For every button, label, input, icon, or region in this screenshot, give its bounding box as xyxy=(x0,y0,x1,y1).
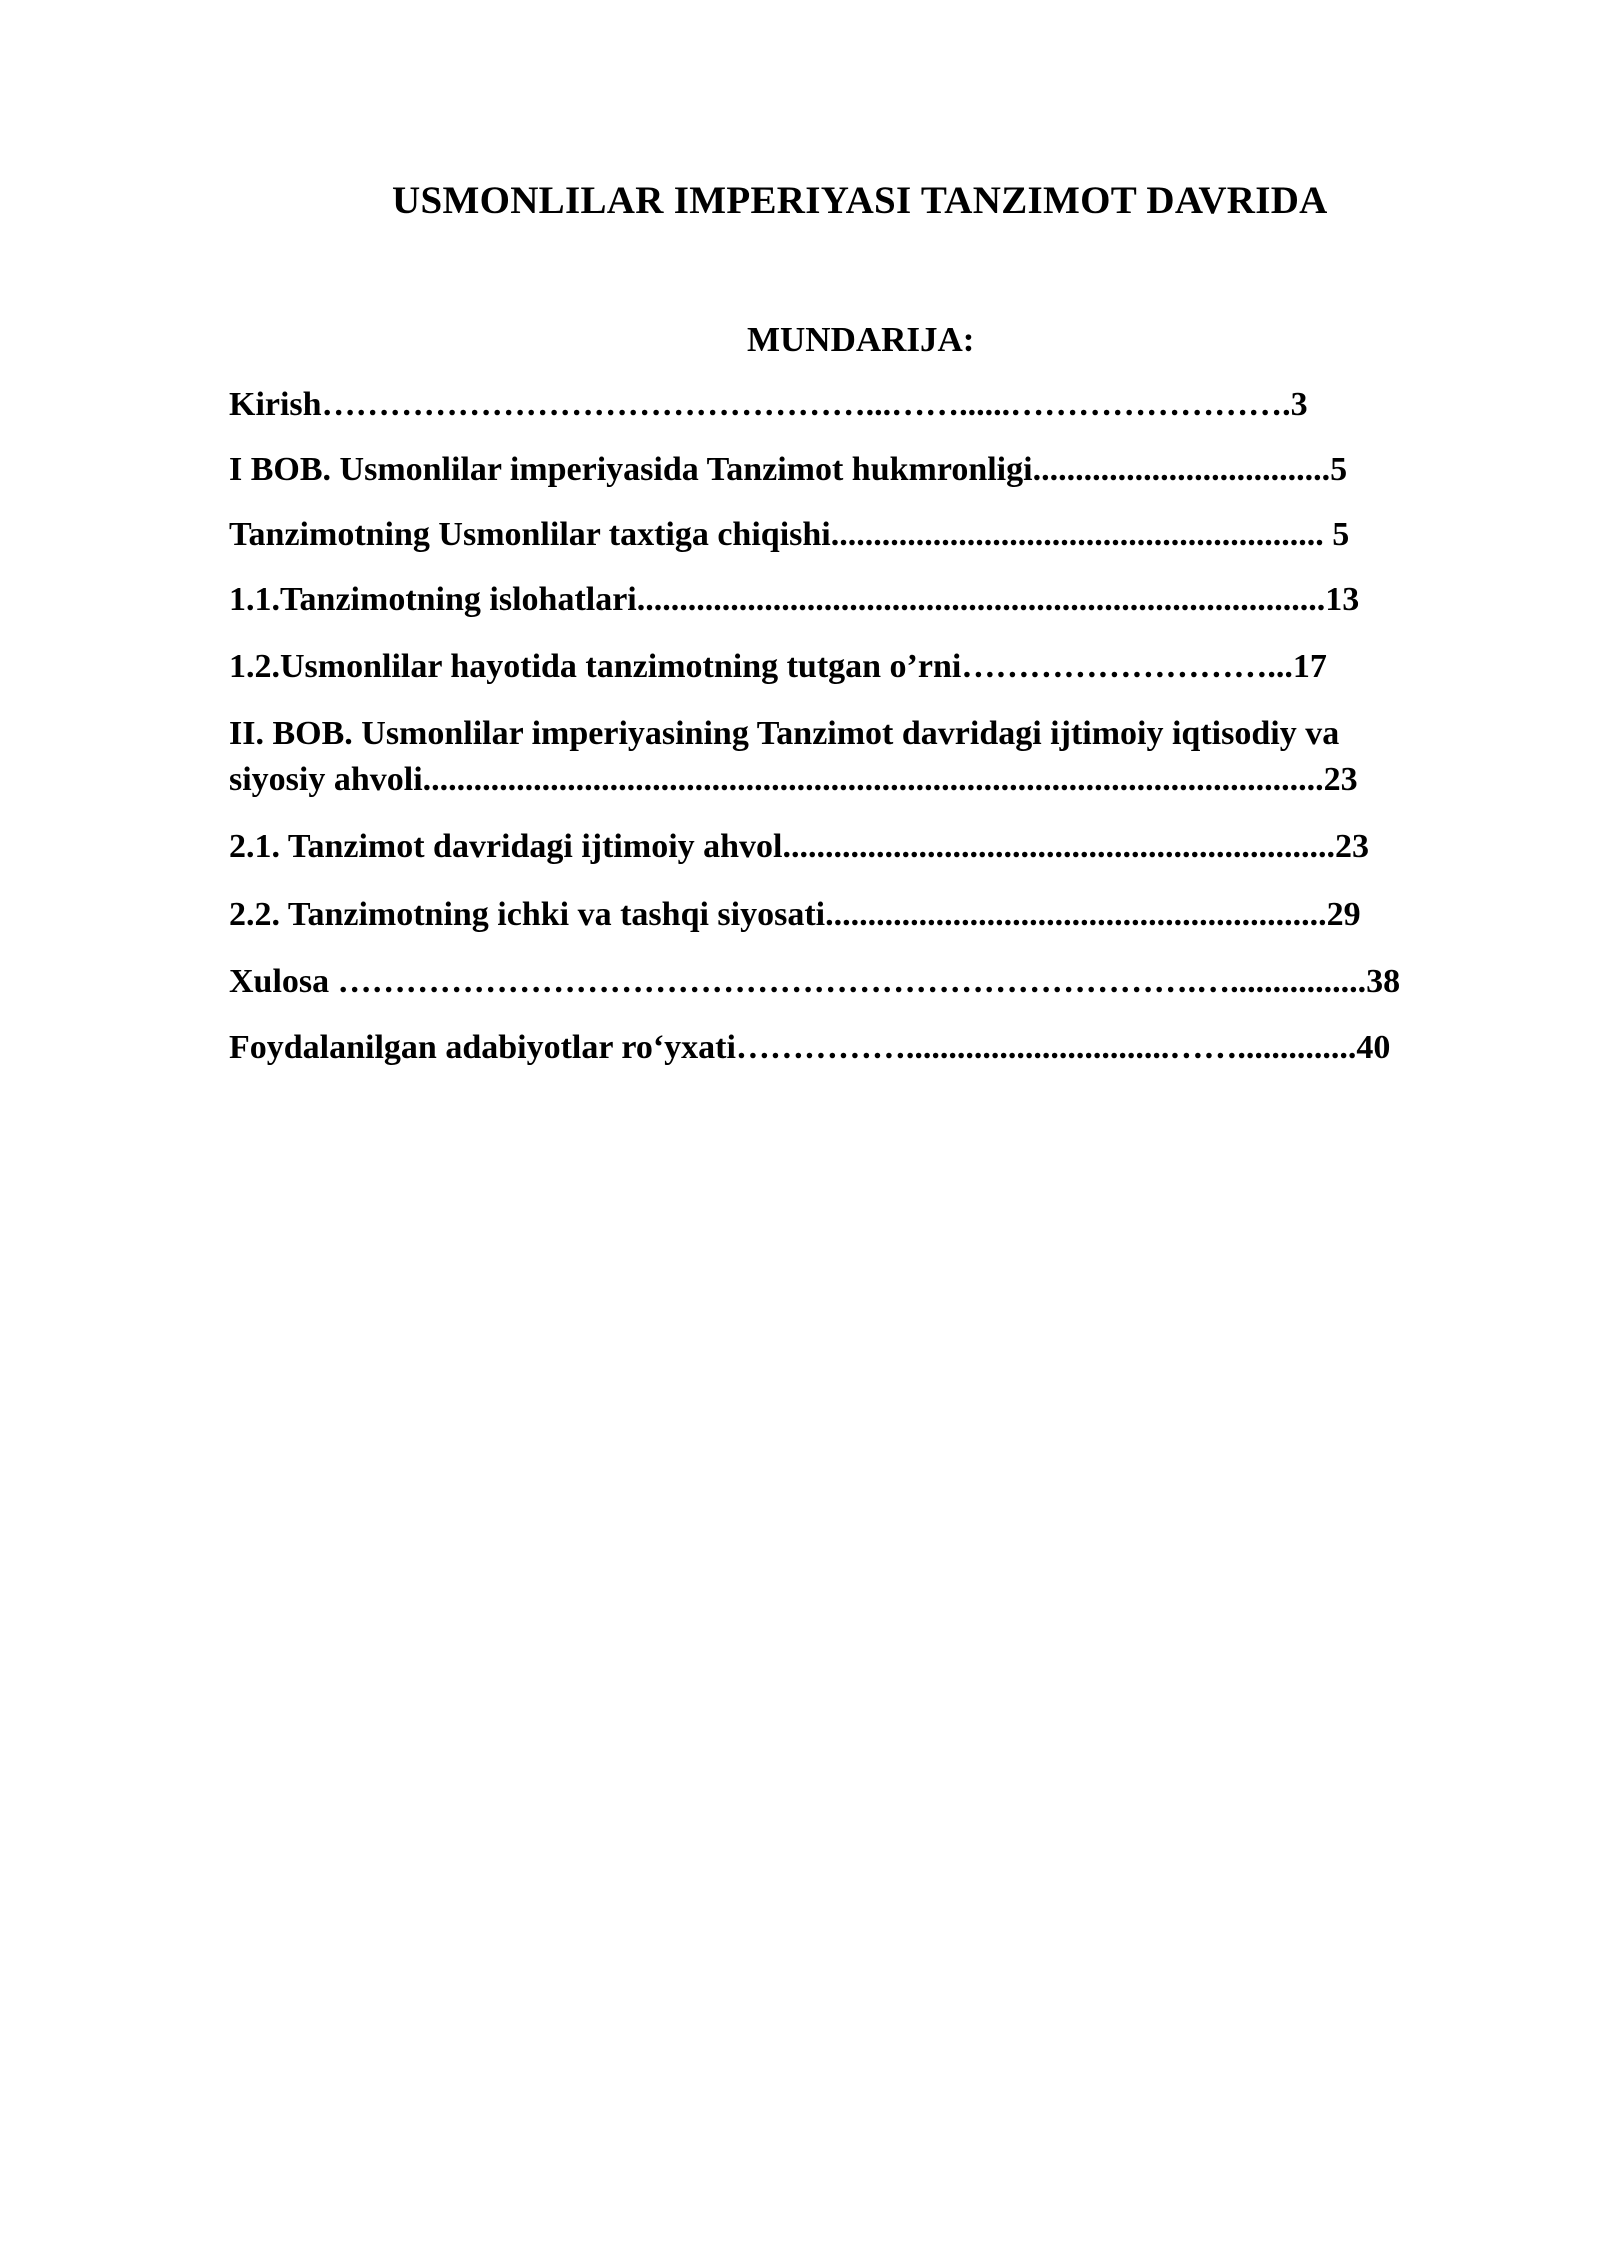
toc-entry xyxy=(229,824,1489,870)
toc-entry-text: 2.1. Tanzimot davridagi ijtimoiy ahvol.................................................................23 xyxy=(229,828,1369,865)
toc-entry xyxy=(229,577,1489,623)
toc-entry-text: I BOB. Usmonlilar imperiyasida Tanzimot hukmronligi...................................5 xyxy=(229,451,1348,488)
toc-entry-text: Kirish…………………………………………...……......…………………….3 xyxy=(229,386,1308,423)
toc-entry-text-line2: siyosiy ahvoli..........................................................................................................23 xyxy=(229,761,1358,798)
toc-entry-text: Xulosa ………………………………………………………………….…................38 xyxy=(229,963,1401,1000)
toc-entry-text: 1.2.Usmonlilar hayotida tanzimotning tutgan o’rni………………………...17 xyxy=(229,648,1327,685)
toc-entry xyxy=(229,512,1489,558)
toc-entry-text-line1: II. BOB. Usmonlilar imperiyasining Tanzimot davridagi ijtimoiy iqtisodiy va xyxy=(229,715,1340,752)
toc-entry xyxy=(229,959,1489,1005)
toc-entry xyxy=(229,711,1489,803)
toc-entry xyxy=(229,892,1489,938)
toc-entry xyxy=(229,1025,1489,1071)
toc-entry-text: 2.2. Tanzimotning ichki va tashqi siyosati...........................................................29 xyxy=(229,896,1361,933)
toc-entry xyxy=(229,644,1489,690)
toc-entry-text: Foydalanilgan adabiyotlar ro‘yxati……………...............................……..............40 xyxy=(229,1029,1391,1066)
toc-entry xyxy=(229,382,1489,428)
document-title: USMONLILAR IMPERIYASI TANZIMOT DAVRIDA xyxy=(392,179,1328,222)
toc-entry-text: 1.1.Tanzimotning islohatlari.................................................................................13 xyxy=(229,581,1360,618)
toc-heading: MUNDARIJA: xyxy=(747,320,975,359)
toc-entry xyxy=(229,447,1489,493)
toc-entry-text: Tanzimotning Usmonlilar taxtiga chiqishi.......................................................... 5 xyxy=(229,516,1350,553)
